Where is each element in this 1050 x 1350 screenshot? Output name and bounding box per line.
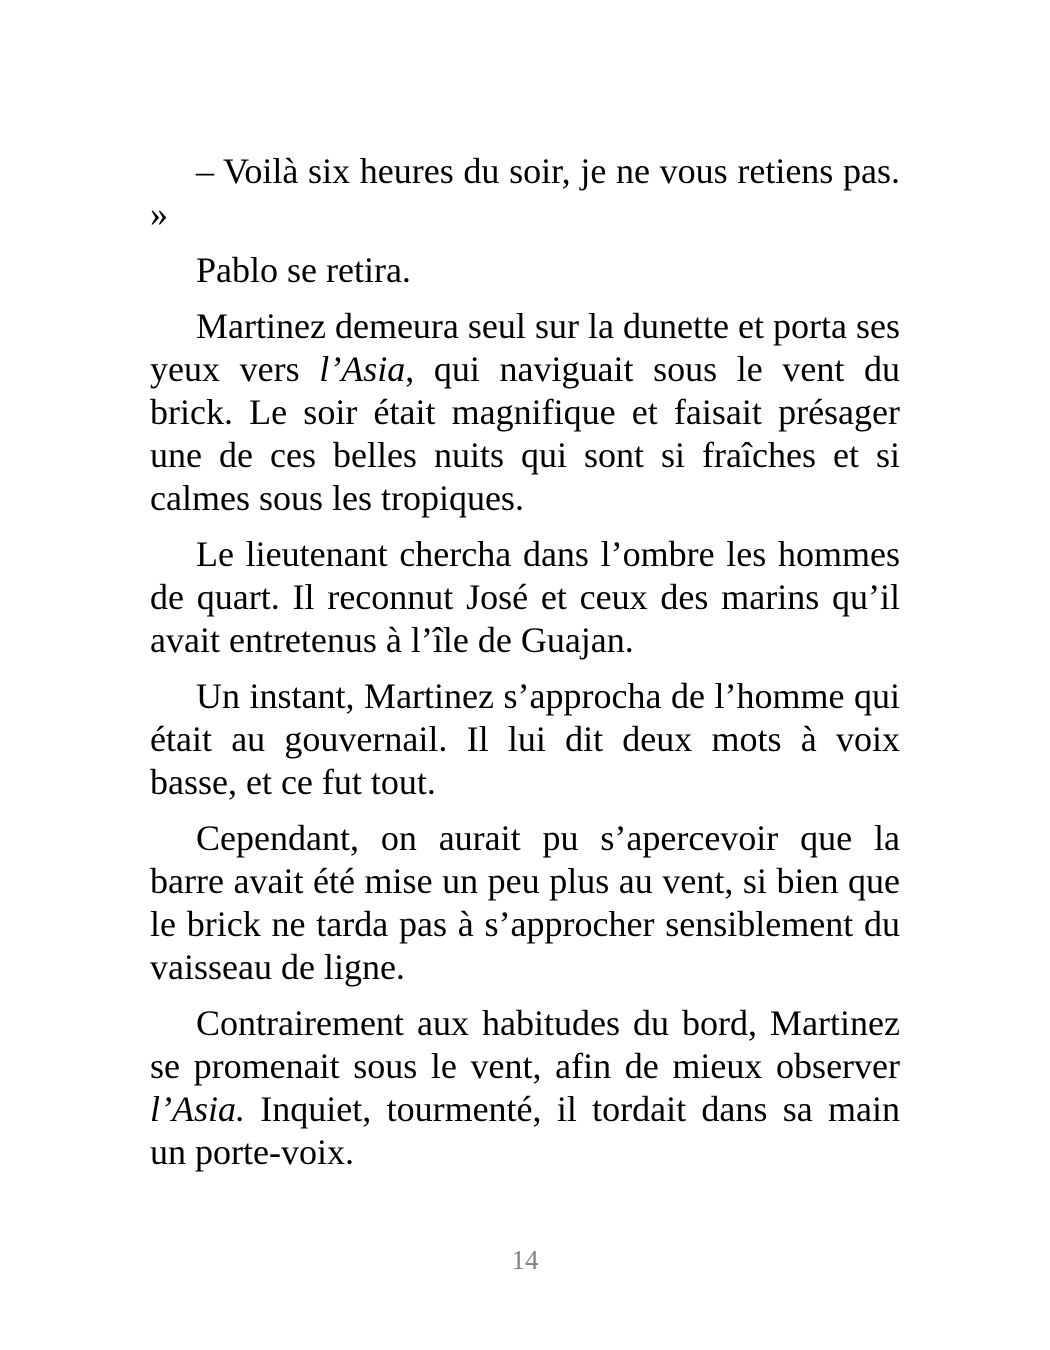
paragraph-text: Pablo se retira.: [196, 250, 411, 290]
paragraph-text: Le lieutenant chercha dans l’ombre les hommes de quart. Il reconnut José et ceux des marins qu’il avait entretenus à l’île de Guajan.: [150, 534, 900, 660]
paragraph-text: Cependant, on aurait pu s’apercevoir que la barre avait été mise un peu plus au vent, si bien que le brick ne tarda pas à s’approcher sensiblement du vaisseau de ligne.: [150, 818, 900, 987]
paragraph: [150, 1002, 900, 1174]
paragraph: [150, 305, 900, 520]
paragraph: [150, 533, 900, 662]
paragraph: [150, 150, 900, 236]
paragraph-text: Martinez demeura seul sur la dunette et porta ses yeux vers: [150, 306, 900, 389]
paragraph-text: Un instant, Martinez s’approcha de l’homme qui était au gouvernail. Il lui dit deux mots à voix basse, et ce fut tout.: [150, 676, 900, 802]
paragraph-text: , qui naviguait sous le vent du brick. Le soir était magnifique et faisait présager une de ces belles nuits qui sont si fraîches et si calmes sous les tropiques.: [150, 349, 900, 518]
ship-name-italic: l’Asia: [319, 349, 406, 389]
paragraph: [150, 675, 900, 804]
ship-name-italic: l’Asia.: [150, 1089, 245, 1129]
paragraph-text: – Voilà six heures du soir, je ne vous retiens pas. »: [150, 151, 900, 234]
paragraph: [150, 817, 900, 989]
paragraph: [150, 249, 900, 292]
page-body: [150, 150, 900, 1187]
page-number: 14: [511, 1245, 539, 1275]
paragraph-text: Contrairement aux habitudes du bord, Martinez se promenait sous le vent, afin de mieux observer: [150, 1003, 900, 1086]
paragraph-text: Inquiet, tourmenté, il tordait dans sa main un porte-voix.: [150, 1089, 900, 1172]
